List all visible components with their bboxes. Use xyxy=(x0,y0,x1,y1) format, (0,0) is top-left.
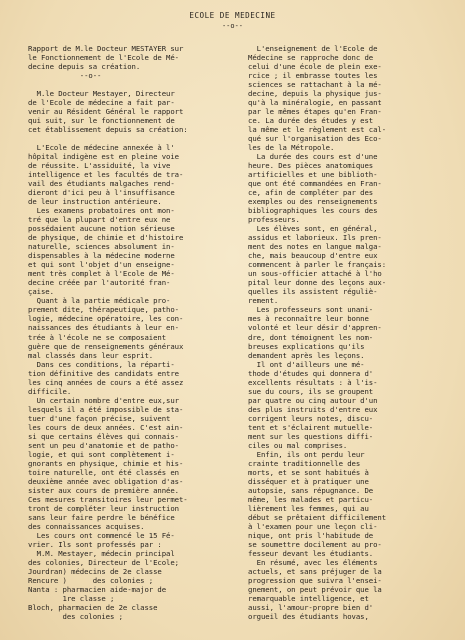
text-line: --o-- xyxy=(28,71,102,81)
text-line: par quatre ou cinq autour d'un xyxy=(248,395,378,405)
text-line: de leur instruction antérieure. xyxy=(28,197,162,207)
text-line: ment sur les questions diffi- xyxy=(248,431,374,441)
text-line: les de la Métropole. xyxy=(248,143,335,153)
text-line: Dans ces conditions, la réparti- xyxy=(28,359,175,369)
text-line: ce, afin de compléter par des xyxy=(248,188,374,198)
text-line: naturelle, sciences absolument in- xyxy=(28,242,175,252)
text-line: Rencure ) des colonies ; xyxy=(28,575,154,585)
text-line: sans leur faire perdre le bénéfice xyxy=(28,512,175,522)
text-line: les cours de deux années. C'est ain- xyxy=(28,422,184,432)
text-line: venir au Résident Général le rapport xyxy=(28,107,184,117)
text-line: un sous-officier attaché à l'ho xyxy=(248,269,382,279)
text-line: demandent après les leçons. xyxy=(248,350,365,360)
text-line: pital leur donne des leçons aux- xyxy=(248,278,387,288)
text-line: disséquer et à pratiquer une xyxy=(248,476,369,486)
text-line: toire naturelle, ont été classés en xyxy=(28,467,179,477)
text-line xyxy=(28,80,236,89)
text-line: volonté et leur désir d'appren- xyxy=(248,323,382,333)
text-line: la même et le règlement est cal- xyxy=(248,125,387,135)
text-line: si que certains élèves qui connais- xyxy=(28,431,179,441)
text-line: autopsie, sans répugnance. De xyxy=(248,485,374,495)
text-line: qué sur l'organisation des Eco- xyxy=(248,134,382,144)
text-line: Bloch, pharmacien de 2e classe xyxy=(28,602,158,612)
text-line: vrier. Ils sont professés par : xyxy=(28,539,162,549)
text-line: gnorants en physique, chimie et his- xyxy=(28,458,184,468)
text-line: logie, et qui sont complètement i- xyxy=(28,449,175,459)
document-title: ECOLE DE MEDECINE xyxy=(189,11,276,20)
text-line: rement. xyxy=(248,296,279,306)
text-line: et qui sont l'objet d'un enseigne- xyxy=(28,260,175,270)
text-line: professeurs. xyxy=(248,215,300,225)
text-line: Rapport de M.le Docteur MESTAYER sur xyxy=(28,44,184,53)
text-line: difficile. xyxy=(28,386,72,396)
text-line: hôpital indigène est en pleine voie xyxy=(28,152,179,162)
text-line: Les examens probatoires ont mon- xyxy=(28,206,175,216)
text-line: guère que de renseignements généraux xyxy=(28,341,184,351)
text-line: des colonies ; xyxy=(28,611,123,621)
text-line: crainte traditionnelle des xyxy=(248,458,361,468)
text-line: lesquels il a été impossible de sta- xyxy=(28,404,184,414)
text-line: heure. Des pièces anatomiques xyxy=(248,161,374,171)
text-line: M.M. Mestayer, médecin principal xyxy=(28,548,175,558)
text-line: sent un peu d'anatomie et de patho- xyxy=(28,440,179,450)
text-line: deuxième année avec obligation d'as- xyxy=(28,476,184,486)
text-line: naissances des étudiants à leur en- xyxy=(28,323,179,333)
text-line: vail des étudiants malgaches rend- xyxy=(28,179,175,189)
text-line: Il ont d'ailleurs une mé- xyxy=(248,359,365,369)
text-line: corrigent leurs notes, discu- xyxy=(248,413,374,423)
text-line: M.le Docteur Mestayer, Directeur xyxy=(28,89,175,99)
text-line: que ont été commandées en Fran- xyxy=(248,179,382,189)
text-line: thode d'études qui donnera d' xyxy=(248,368,374,378)
text-line: 1re classe ; xyxy=(28,593,115,603)
text-line: à l'examen pour une leçon cli- xyxy=(248,521,378,531)
text-line: tront de compléter leur instruction xyxy=(28,503,179,513)
text-line: decine, depuis la physique jus- xyxy=(248,89,382,99)
text-line xyxy=(28,134,236,143)
text-line: assidus et laborieux. Ils pren- xyxy=(248,233,382,243)
text-line: actuels, et sans préjuger de la xyxy=(248,566,382,576)
text-line: même, les malades et particu- xyxy=(248,494,374,504)
text-line: Nanta : pharmacien aide-major de xyxy=(28,584,167,594)
text-line: mes à reconnaître leur bonne xyxy=(248,314,369,324)
text-line: prement dite, thérapeutique, patho- xyxy=(28,305,179,315)
text-line: Jourdran) médecins de 2e classe xyxy=(28,566,162,576)
text-line: L'enseignement de l'Ecole de xyxy=(248,44,378,53)
text-line: aussi, l'amour-propre bien d' xyxy=(248,602,374,612)
text-line: remarquable intelligence, et xyxy=(248,593,369,603)
text-line: decine créée par l'autorité fran- xyxy=(28,278,171,288)
text-line: qu'à la minéralogie, en passant xyxy=(248,98,382,108)
text-line: Les professeurs sont unani- xyxy=(248,305,374,315)
text-line: decine depuis sa création. xyxy=(28,62,141,72)
text-line: breuses explications qu'ils xyxy=(248,341,365,351)
text-line: çaise. xyxy=(28,287,54,297)
text-line: exemples ou des renseignements xyxy=(248,197,378,207)
text-line: cet établissement depuis sa création: xyxy=(28,125,188,135)
text-line: ciles ou mal comprises. xyxy=(248,440,348,450)
text-line: Enfin, ils ont perdu leur xyxy=(248,449,365,459)
text-line: excellents résultats : à l'is- xyxy=(248,377,378,387)
text-line: Les élèves sont, en général, xyxy=(248,224,378,234)
text-line: quelles ils assistent réguliè- xyxy=(248,287,378,297)
text-line: fesseur devant les étudiants. xyxy=(248,548,374,558)
text-line: dispensables à la médecine moderne xyxy=(28,251,175,261)
text-line: nique, ont pris l'habitude de xyxy=(248,530,374,540)
text-line: artificielles et une biblioth- xyxy=(248,170,378,180)
text-line: possédaient aucune notion sérieuse xyxy=(28,224,175,234)
text-line: mal classés dans leur esprit. xyxy=(28,350,154,360)
text-line: trée à l'école ne se composaient xyxy=(28,332,167,342)
text-line: tré que la plupart d'entre eux ne xyxy=(28,215,171,225)
text-line: début se prêtaient difficilement xyxy=(248,512,387,522)
text-line: Médecine se rapproche donc de xyxy=(248,53,374,63)
text-line: commencent à parler le français: xyxy=(248,260,387,270)
text-line: sue du cours, ils se groupent xyxy=(248,386,374,396)
text-line: celui d'une école de plein exe- xyxy=(248,62,382,72)
text-line: dre, dont témoignent les nom- xyxy=(248,332,374,342)
text-line: Les cours ont commencé le 15 Fé- xyxy=(28,530,175,540)
text-line: Quant à la partie médicale pro- xyxy=(28,296,171,306)
text-line: En résumé, avec les éléments xyxy=(248,557,378,567)
text-line: logie, médecine opératoire, les con- xyxy=(28,314,184,324)
text-line: de physique, de chimie et d'histoire xyxy=(28,233,184,243)
text-line: se soumettre docilement au pro- xyxy=(248,539,382,549)
text-line: Ces mesures transitoires leur permet- xyxy=(28,494,188,504)
text-line: tent et s'éclairent mutuelle- xyxy=(248,422,374,432)
text-line: ment très complet à l'Ecole de Mé- xyxy=(28,269,175,279)
text-line: La durée des cours est d'une xyxy=(248,152,378,162)
text-line: de réussite. L'assiduité, la vive xyxy=(28,161,171,171)
text-line: Un certain nombre d'entre eux,sur xyxy=(28,395,179,405)
text-line: orgueil des étudiants hovas, xyxy=(248,611,369,621)
left-column xyxy=(28,44,236,621)
text-line: bibliographiques les cours des xyxy=(248,206,378,216)
text-line: le Fonctionnement de l'Ecole de Mé- xyxy=(28,53,179,63)
text-line: che, mais beaucoup d'entre eux xyxy=(248,251,378,261)
text-line: ment des notes en langue malga- xyxy=(248,242,382,252)
text-line: ce. La durée des études y est xyxy=(248,116,374,126)
text-line: rcice ; il embrasse toutes les xyxy=(248,71,378,81)
text-line: gnement, on peut prévoir que la xyxy=(248,584,382,594)
text-line: progression que suivra l'ensei- xyxy=(248,575,382,585)
text-line: des plus instruits d'entre eux xyxy=(248,404,378,414)
text-line: tuer d'une façon précise, suivent xyxy=(28,413,171,423)
text-line: de l'Ecole de médecine a fait par- xyxy=(28,98,175,108)
right-column xyxy=(248,44,456,621)
text-line: morts, et se sont habitués à xyxy=(248,467,369,477)
text-line: sister aux cours de première année. xyxy=(28,485,179,495)
text-line: intelligence et les facultés de tra- xyxy=(28,170,184,180)
text-line: qui suit, sur le fonctionnement de xyxy=(28,116,175,126)
title-ornament: --o-- xyxy=(221,22,244,30)
text-line: sciences se rattachant à la mé- xyxy=(248,80,382,90)
text-line: des connaissances acquises. xyxy=(28,521,145,531)
text-line: tion définitive des candidats entre xyxy=(28,368,179,378)
text-line: les cinq années de cours a été assez xyxy=(28,377,184,387)
text-line: par le mêmes étapes qu'en Fran- xyxy=(248,107,382,117)
text-line: L'Ecole de médecine annexée à l' xyxy=(28,143,175,153)
text-line: lièrement les femmes, qui au xyxy=(248,503,369,513)
text-line: des colonies, Directeur de l'Ecole; xyxy=(28,557,179,567)
text-line: dieront d'ici peu à l'insuffisance xyxy=(28,188,175,198)
